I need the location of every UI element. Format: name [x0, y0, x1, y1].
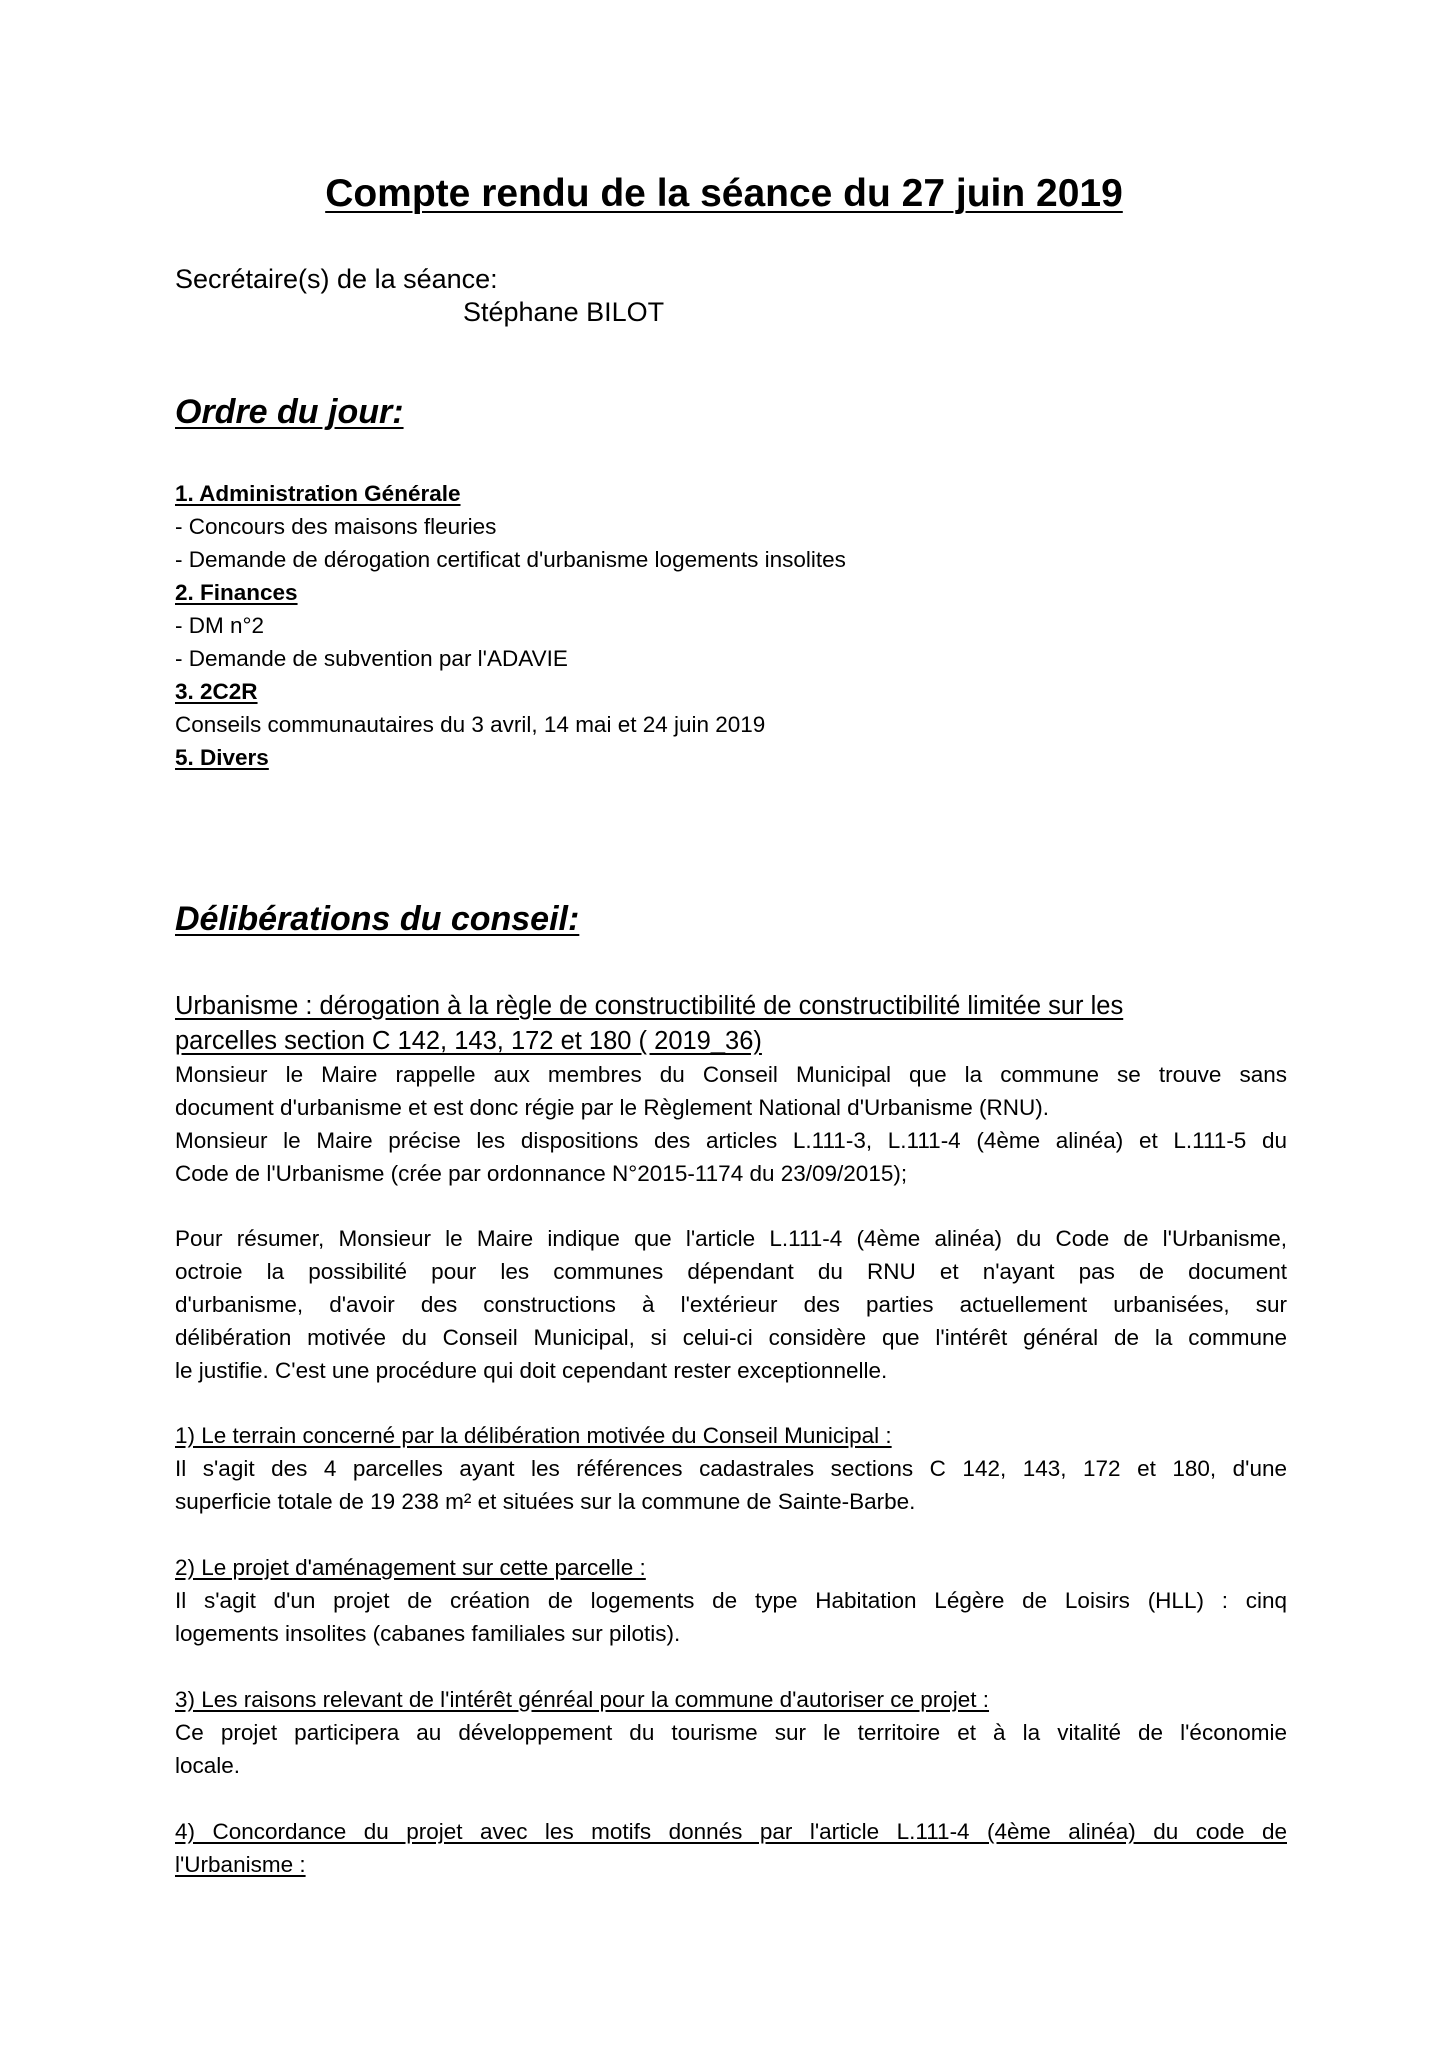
agenda-item: Conseils communautaires du 3 avril, 14 mai et 24 juin 2019 [175, 712, 766, 737]
paragraph-rnu [175, 1058, 1287, 1190]
section-terrain [175, 1419, 1287, 1518]
section-subheading: l'Urbanisme : [175, 1852, 306, 1877]
secretary-name: Stéphane BILOT [463, 297, 665, 327]
text-line: document d'urbanisme et est donc régie par le Règlement National d'Urbanisme (RNU). [175, 1095, 1050, 1120]
text-line: d'urbanisme, d'avoir des constructions à l'extérieur des parties actuellement urbanisées, sur [175, 1292, 1287, 1317]
paragraph-summary [175, 1222, 1287, 1387]
section-subheading: 3) Les raisons relevant de l'intérêt génréal pour la commune d'autoriser ce projet : [175, 1687, 990, 1712]
section-subheading: 1) Le terrain concerné par la délibération motivée du Conseil Municipal : [175, 1423, 892, 1448]
agenda-item: - Concours des maisons fleuries [175, 514, 497, 539]
text-line: délibération motivée du Conseil Municipal, si celui-ci considère que l'intérêt général de la commune [175, 1325, 1287, 1350]
agenda-item: - DM n°2 [175, 613, 265, 638]
section-projet [175, 1551, 1287, 1650]
deliberation-title [175, 989, 1287, 1059]
agenda-list [175, 477, 846, 774]
section-concordance [175, 1815, 1287, 1881]
agenda-section-title: 5. Divers [175, 745, 269, 770]
text-line: Il s'agit des 4 parcelles ayant les références cadastrales sections C 142, 143, 172 et 180, d'une [175, 1456, 1287, 1481]
text-line: superficie totale de 19 238 m² et situées sur la commune de Sainte-Barbe. [175, 1489, 916, 1514]
text-line: Ce projet participera au développement du tourisme sur le territoire et à la vitalité de l'économie [175, 1720, 1287, 1745]
text-line: Monsieur le Maire rappelle aux membres du Conseil Municipal que la commune se trouve sans [175, 1062, 1287, 1087]
text-line: Monsieur le Maire précise les dispositions des articles L.111-3, L.111-4 (4ème alinéa) et L.111-5 du [175, 1128, 1287, 1153]
deliberations-heading: Délibérations du conseil: [175, 900, 580, 938]
agenda-item: - Demande de subvention par l'ADAVIE [175, 646, 568, 671]
text-line: Il s'agit d'un projet de création de logements de type Habitation Légère de Loisirs (HLL) : cinq [175, 1588, 1287, 1613]
section-subheading: 2) Le projet d'aménagement sur cette parcelle : [175, 1555, 646, 1580]
text-line: locale. [175, 1753, 241, 1778]
agenda-item: - Demande de dérogation certificat d'urbanisme logements insolites [175, 547, 846, 572]
agenda-section-title: 2. Finances [175, 580, 298, 605]
agenda-section-title: 1. Administration Générale [175, 481, 461, 506]
text-line: le justifie. C'est une procédure qui doit cependant rester exceptionnelle. [175, 1358, 888, 1383]
text-line: Pour résumer, Monsieur le Maire indique que l'article L.111-4 (4ème alinéa) du Code de l'Urbanisme, [175, 1226, 1287, 1251]
text-line: Code de l'Urbanisme (crée par ordonnance N°2015-1174 du 23/09/2015); [175, 1161, 908, 1186]
section-raisons [175, 1683, 1287, 1782]
secretary-label: Secrétaire(s) de la séance: [175, 264, 498, 294]
text-line: octroie la possibilité pour les communes dépendant du RNU et n'ayant pas de document [175, 1259, 1287, 1284]
section-subheading: 4) Concordance du projet avec les motifs donnés par l'article L.111-4 (4ème alinéa) du code de [175, 1819, 1287, 1844]
text-line: logements insolites (cabanes familiales sur pilotis). [175, 1621, 681, 1646]
deliberation-title-line: Urbanisme : dérogation à la règle de constructibilité de constructibilité limitée sur les [175, 992, 1124, 1020]
deliberation-title-line: parcelles section C 142, 143, 172 et 180 ( 2019_36) [175, 1027, 762, 1055]
agenda-section-title: 3. 2C2R [175, 679, 258, 704]
page-title: Compte rendu de la séance du 27 juin 2019 [325, 172, 1123, 215]
agenda-heading: Ordre du jour: [175, 393, 404, 431]
